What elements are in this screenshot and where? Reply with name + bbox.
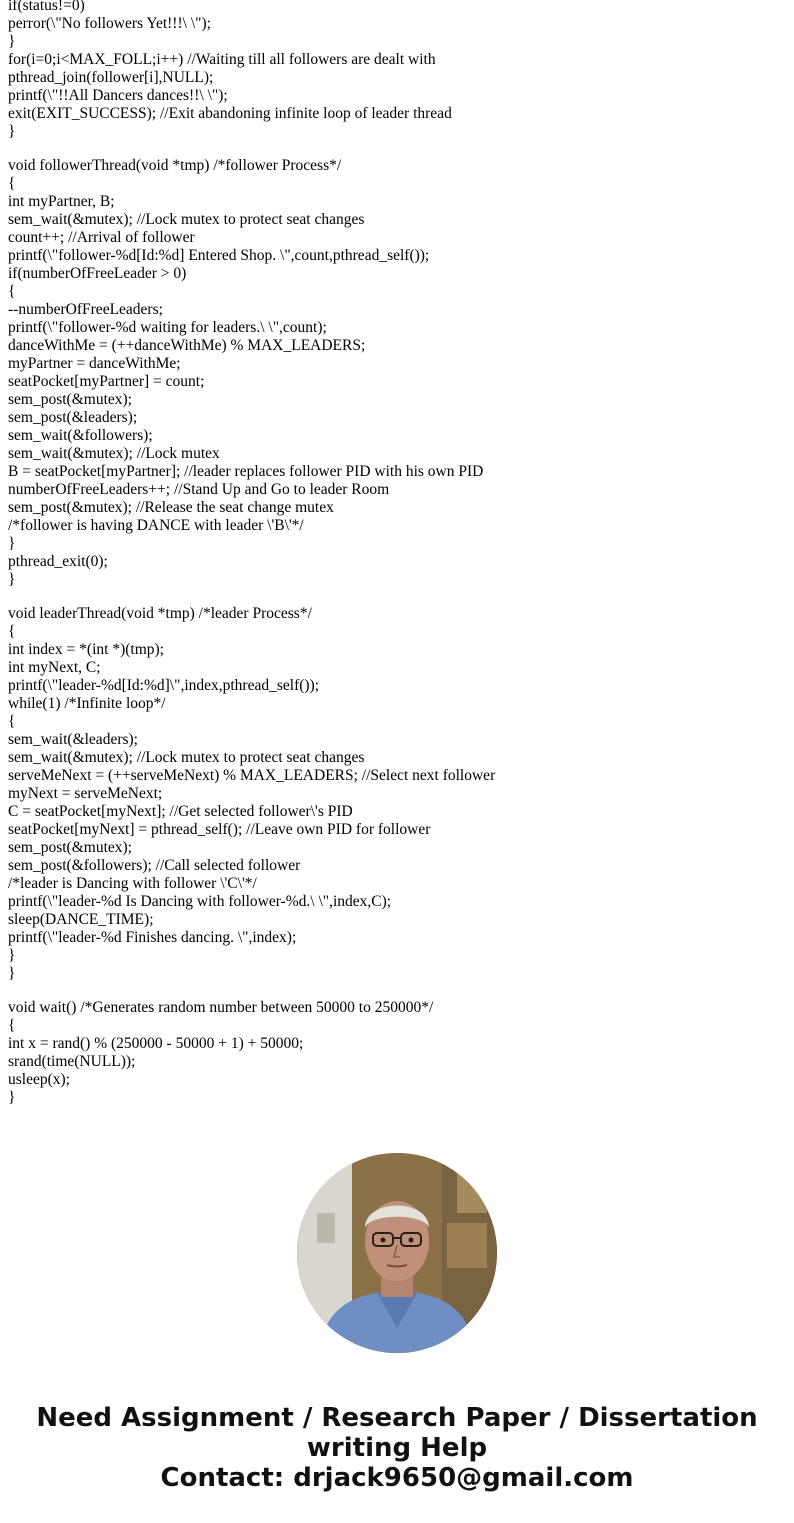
code-line: { xyxy=(8,175,16,192)
code-line: pthread_exit(0); xyxy=(8,553,108,570)
code-line: } xyxy=(8,33,16,50)
code-line: { xyxy=(8,713,16,730)
code-line: void wait() /*Generates random number between 50000 to 250000*/ xyxy=(8,999,434,1016)
code-line: while(1) /*Infinite loop*/ xyxy=(8,695,166,712)
code-line: for(i=0;i<MAX_FOLL;i++) //Waiting till all followers are dealt with xyxy=(8,51,436,68)
code-line: } xyxy=(8,535,16,552)
code-line: int myNext, C; xyxy=(8,659,101,676)
code-line: sem_post(&followers); //Call selected follower xyxy=(8,857,301,874)
code-line: int myPartner, B; xyxy=(8,193,115,210)
code-line: sem_post(&mutex); //Release the seat change mutex xyxy=(8,499,334,516)
code-line: seatPocket[myNext] = pthread_self(); //Leave own PID for follower xyxy=(8,821,431,838)
code-line: myPartner = danceWithMe; xyxy=(8,355,181,372)
banner-line-1: Need Assignment / Research Paper / Dissertation xyxy=(36,1403,758,1433)
code-line: } xyxy=(8,1089,16,1106)
code-line: danceWithMe = (++danceWithMe) % MAX_LEADERS; xyxy=(8,337,366,354)
code-line: printf(\"follower-%d[Id:%d] Entered Shop. \",count,pthread_self()); xyxy=(8,247,430,264)
code-listing xyxy=(8,0,788,1107)
code-line: sleep(DANCE_TIME); xyxy=(8,911,154,928)
code-line xyxy=(8,589,788,605)
code-line: /*follower is having DANCE with leader \'B\'*/ xyxy=(8,517,304,534)
code-line: perror(\"No followers Yet!!!\ \"); xyxy=(8,15,211,32)
code-line xyxy=(8,141,788,157)
code-line: printf(\"follower-%d waiting for leaders.\ \",count); xyxy=(8,319,327,336)
banner-contact: Contact: drjack9650@gmail.com xyxy=(160,1463,634,1493)
code-line: } xyxy=(8,947,16,964)
portrait-image xyxy=(297,1153,497,1353)
code-line: srand(time(NULL)); xyxy=(8,1053,136,1070)
code-line: /*leader is Dancing with follower \'C\'*/ xyxy=(8,875,257,892)
code-line: myNext = serveMeNext; xyxy=(8,785,163,802)
contact-banner xyxy=(0,1403,794,1493)
code-line: sem_wait(&mutex); //Lock mutex xyxy=(8,445,220,462)
code-line: { xyxy=(8,623,16,640)
code-line: serveMeNext = (++serveMeNext) % MAX_LEADERS; //Select next follower xyxy=(8,767,496,784)
code-line: void leaderThread(void *tmp) /*leader Process*/ xyxy=(8,605,312,622)
code-line: if(status!=0) xyxy=(8,0,85,14)
code-line: int index = *(int *)(tmp); xyxy=(8,641,164,658)
author-avatar xyxy=(297,1153,497,1353)
code-line: sem_post(&mutex); xyxy=(8,839,132,856)
code-line: { xyxy=(8,283,16,300)
code-line: } xyxy=(8,123,16,140)
code-line: sem_wait(&mutex); //Lock mutex to protect seat changes xyxy=(8,211,365,228)
code-line: void followerThread(void *tmp) /*follower Process*/ xyxy=(8,157,342,174)
code-line: printf(\"!!All Dancers dances!!\ \"); xyxy=(8,87,228,104)
code-line: numberOfFreeLeaders++; //Stand Up and Go to leader Room xyxy=(8,481,390,498)
code-line: seatPocket[myPartner] = count; xyxy=(8,373,205,390)
code-line: if(numberOfFreeLeader > 0) xyxy=(8,265,187,282)
code-line: sem_wait(&mutex); //Lock mutex to protect seat changes xyxy=(8,749,365,766)
code-line: B = seatPocket[myPartner]; //leader replaces follower PID with his own PID xyxy=(8,463,484,480)
code-line: { xyxy=(8,1017,16,1034)
code-line: usleep(x); xyxy=(8,1071,70,1088)
code-line: sem_post(&mutex); xyxy=(8,391,132,408)
code-line: } xyxy=(8,965,16,982)
code-line: printf(\"leader-%d Finishes dancing. \",index); xyxy=(8,929,297,946)
code-line: --numberOfFreeLeaders; xyxy=(8,301,163,318)
code-line: } xyxy=(8,571,16,588)
banner-line-2: writing Help xyxy=(306,1433,488,1463)
code-line: int x = rand() % (250000 - 50000 + 1) + 50000; xyxy=(8,1035,304,1052)
code-line: sem_post(&leaders); xyxy=(8,409,138,426)
code-line: C = seatPocket[myNext]; //Get selected follower\'s PID xyxy=(8,803,353,820)
code-line: exit(EXIT_SUCCESS); //Exit abandoning infinite loop of leader thread xyxy=(8,105,452,122)
code-line xyxy=(8,983,788,999)
code-line: count++; //Arrival of follower xyxy=(8,229,195,246)
code-line: printf(\"leader-%d[Id:%d]\",index,pthread_self()); xyxy=(8,677,320,694)
code-line: sem_wait(&leaders); xyxy=(8,731,138,748)
code-line: printf(\"leader-%d Is Dancing with follower-%d.\ \",index,C); xyxy=(8,893,392,910)
code-line: sem_wait(&followers); xyxy=(8,427,153,444)
code-line: pthread_join(follower[i],NULL); xyxy=(8,69,214,86)
